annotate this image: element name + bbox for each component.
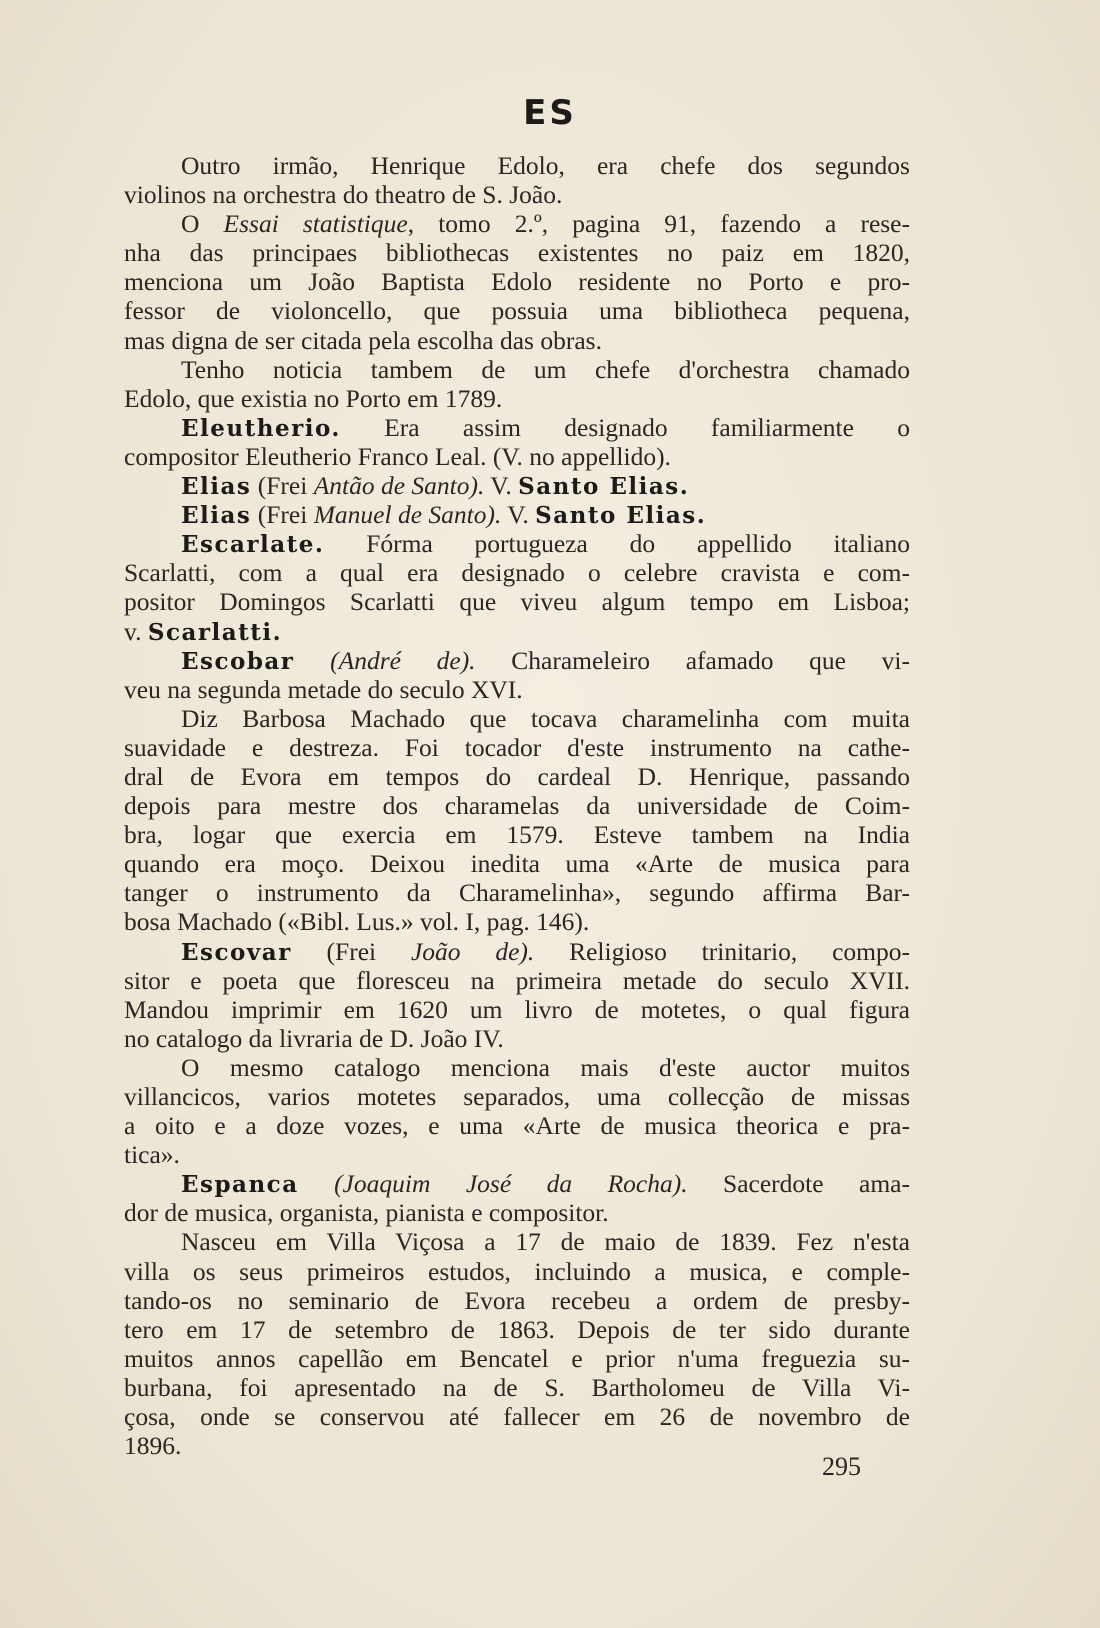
text-run: çosa, onde se conservou até fallecer em 26 de novembro de [124,1402,910,1432]
page-body-text [124,151,910,1460]
text-run: , tomo 2.º, pagina 91, fazendo a rese- [407,209,910,239]
text-line [124,704,910,733]
text-line [124,558,910,587]
text-line [124,907,910,936]
text-line [124,1315,910,1344]
text-line [124,1024,910,1053]
italic-text: Manuel de Santo). [313,500,502,530]
text-run: Nasceu em Villa Viçosa a 17 de maio de 1839. Fez n'esta [181,1227,910,1257]
text-line [124,762,910,791]
text-line [124,1286,910,1315]
text-run: sitor e poeta que floresceu na primeira metade do seculo XVII. [124,965,910,995]
text-line [124,1344,910,1373]
text-run: burbana, foi apresentado na de S. Bartholomeu de Villa Vi- [124,1372,910,1402]
text-run: Mandou imprimir em 1620 um livro de motetes, o qual figura [124,994,910,1024]
text-line [124,1402,910,1431]
text-run: positor Domingos Scarlatti que viveu algum tempo em Lisboa; [124,587,910,617]
text-line [124,413,910,442]
italic-text: João de). [410,936,535,966]
text-run: v. [124,616,148,646]
text-line [124,1140,910,1169]
text-run: muitos annos capellão em Bencatel e prior n'uma freguezia su- [124,1343,910,1373]
text-line [124,587,910,616]
text-line [124,820,910,849]
text-run: compositor Eleutherio Franco Leal. (V. no appellido). [124,441,671,471]
text-run: tando-os no seminario de Evora recebeu a ordem de presby- [124,1285,910,1315]
text-line [124,1227,910,1256]
text-run: (Frei [291,936,411,966]
text-run: O [181,209,224,239]
text-run: Outro irmão, Henrique Edolo, era chefe dos segundos [181,151,910,180]
text-line [124,937,910,966]
text-line [124,1053,910,1082]
text-run: fessor de violoncello, que possuia uma bibliotheca pequena, [124,296,910,326]
text-line [124,617,910,646]
running-header: ES [523,93,577,133]
text-line [124,1169,910,1198]
text-run: suavidade e destreza. Foi tocador d'este instrumento na cathe- [124,732,910,762]
text-run: tero em 17 de setembro de 1863. Depois de ter sido durante [124,1314,910,1344]
text-run: menciona um João Baptista Edolo residente no Porto e pro- [124,267,910,297]
text-line [124,355,910,384]
page-number: 295 [822,1452,861,1481]
text-run: Religioso trinitario, compo- [534,936,910,966]
text-run: O mesmo catalogo menciona mais d'este auctor muitos [181,1052,910,1082]
text-run: (Frei [251,500,314,530]
text-run: Diz Barbosa Machado que tocava charamelinha com muita [181,703,910,733]
text-run: dor de musica, organista, pianista e compositor. [124,1198,609,1228]
text-run: 1896. [124,1431,182,1461]
text-run: bra, logar que exercia em 1579. Esteve tambem na India [124,820,910,850]
text-run: Fórma portugueza do appellido italiano [324,529,910,559]
entry-headword: Elias [181,502,252,530]
text-line [124,1431,910,1460]
italic-text: Essai statistique [223,209,408,239]
text-run: depois para mestre dos charamelas da universidade de Coim- [124,791,910,821]
text-line [124,1111,910,1140]
text-line [124,180,910,209]
text-line [124,878,910,907]
text-run [294,646,330,675]
text-run: Scarlatti, com a qual era designado o celebre cravista e com- [124,558,910,588]
text-line [124,1082,910,1111]
text-run [299,1169,334,1198]
text-run: Edolo, que existia no Porto em 1789. [124,383,503,413]
entry-headword: Eleutherio. [181,414,341,442]
text-line [124,209,910,238]
text-line [124,675,910,704]
text-run: tanger o instrumento da Charamelinha», segundo affirma Bar- [124,878,910,908]
entry-headword: Escobar [181,647,295,675]
text-run: villa os seus primeiros estudos, incluindo a musica, e comple- [124,1256,910,1286]
text-line [124,966,910,995]
text-run: bosa Machado («Bibl. Lus.» vol. I, pag. 146). [124,907,590,937]
text-line [124,500,910,529]
text-run: Sacerdote ama- [687,1169,910,1199]
entry-headword: Santo Elias. [535,502,707,530]
text-run: Era assim designado familiarmente o [340,412,910,442]
text-line [124,471,910,500]
text-line [124,646,910,675]
text-run: no catalogo da livraria de D. João IV. [124,1023,504,1053]
text-run: villancicos, varios motetes separados, uma collecção de missas [124,1082,910,1111]
italic-text: (André de). [330,645,476,675]
italic-text: Antão de Santo). [313,471,485,501]
italic-text: (Joaquim José da Rocha). [334,1169,688,1199]
text-run: Tenho noticia tambem de um chefe d'orchestra chamado [181,354,910,384]
text-line [124,733,910,762]
entry-headword: Escarlate. [181,531,325,559]
text-run: a oito e a doze vozes, e uma «Arte de musica theorica e pra- [124,1111,910,1141]
text-run: violinos na orchestra do theatro de S. João. [124,180,563,210]
text-line [124,384,910,413]
text-run: veu na segunda metade do seculo XVI. [124,674,523,704]
entry-headword: Escovar [181,938,292,966]
text-run: V. [501,500,536,530]
text-line [124,1257,910,1286]
text-run: Charameleiro afamado que vi- [475,645,910,675]
text-run: tica». [124,1140,180,1170]
entry-headword: Elias [181,473,252,501]
text-line [124,995,910,1024]
text-run: V. [484,471,519,501]
entry-headword: Espanca [181,1171,299,1199]
text-line [124,267,910,296]
text-run: dral de Evora em tempos do cardeal D. Henrique, passando [124,761,910,791]
text-line [124,238,910,267]
text-line [124,1373,910,1402]
text-line [124,296,910,325]
text-run: nha das principaes bibliothecas existentes no paiz em 1820, [124,238,910,268]
entry-headword: Scarlatti. [147,618,283,646]
text-line [124,1198,910,1227]
text-line [124,326,910,355]
text-line [124,151,910,180]
text-line [124,529,910,558]
entry-headword: Santo Elias. [518,473,690,501]
text-line [124,791,910,820]
text-run: (Frei [251,471,314,501]
text-line [124,442,910,471]
text-run: quando era moço. Deixou inedita uma «Arte de musica para [124,849,910,879]
text-line [124,849,910,878]
text-run: mas digna de ser citada pela escolha das obras. [124,325,602,355]
